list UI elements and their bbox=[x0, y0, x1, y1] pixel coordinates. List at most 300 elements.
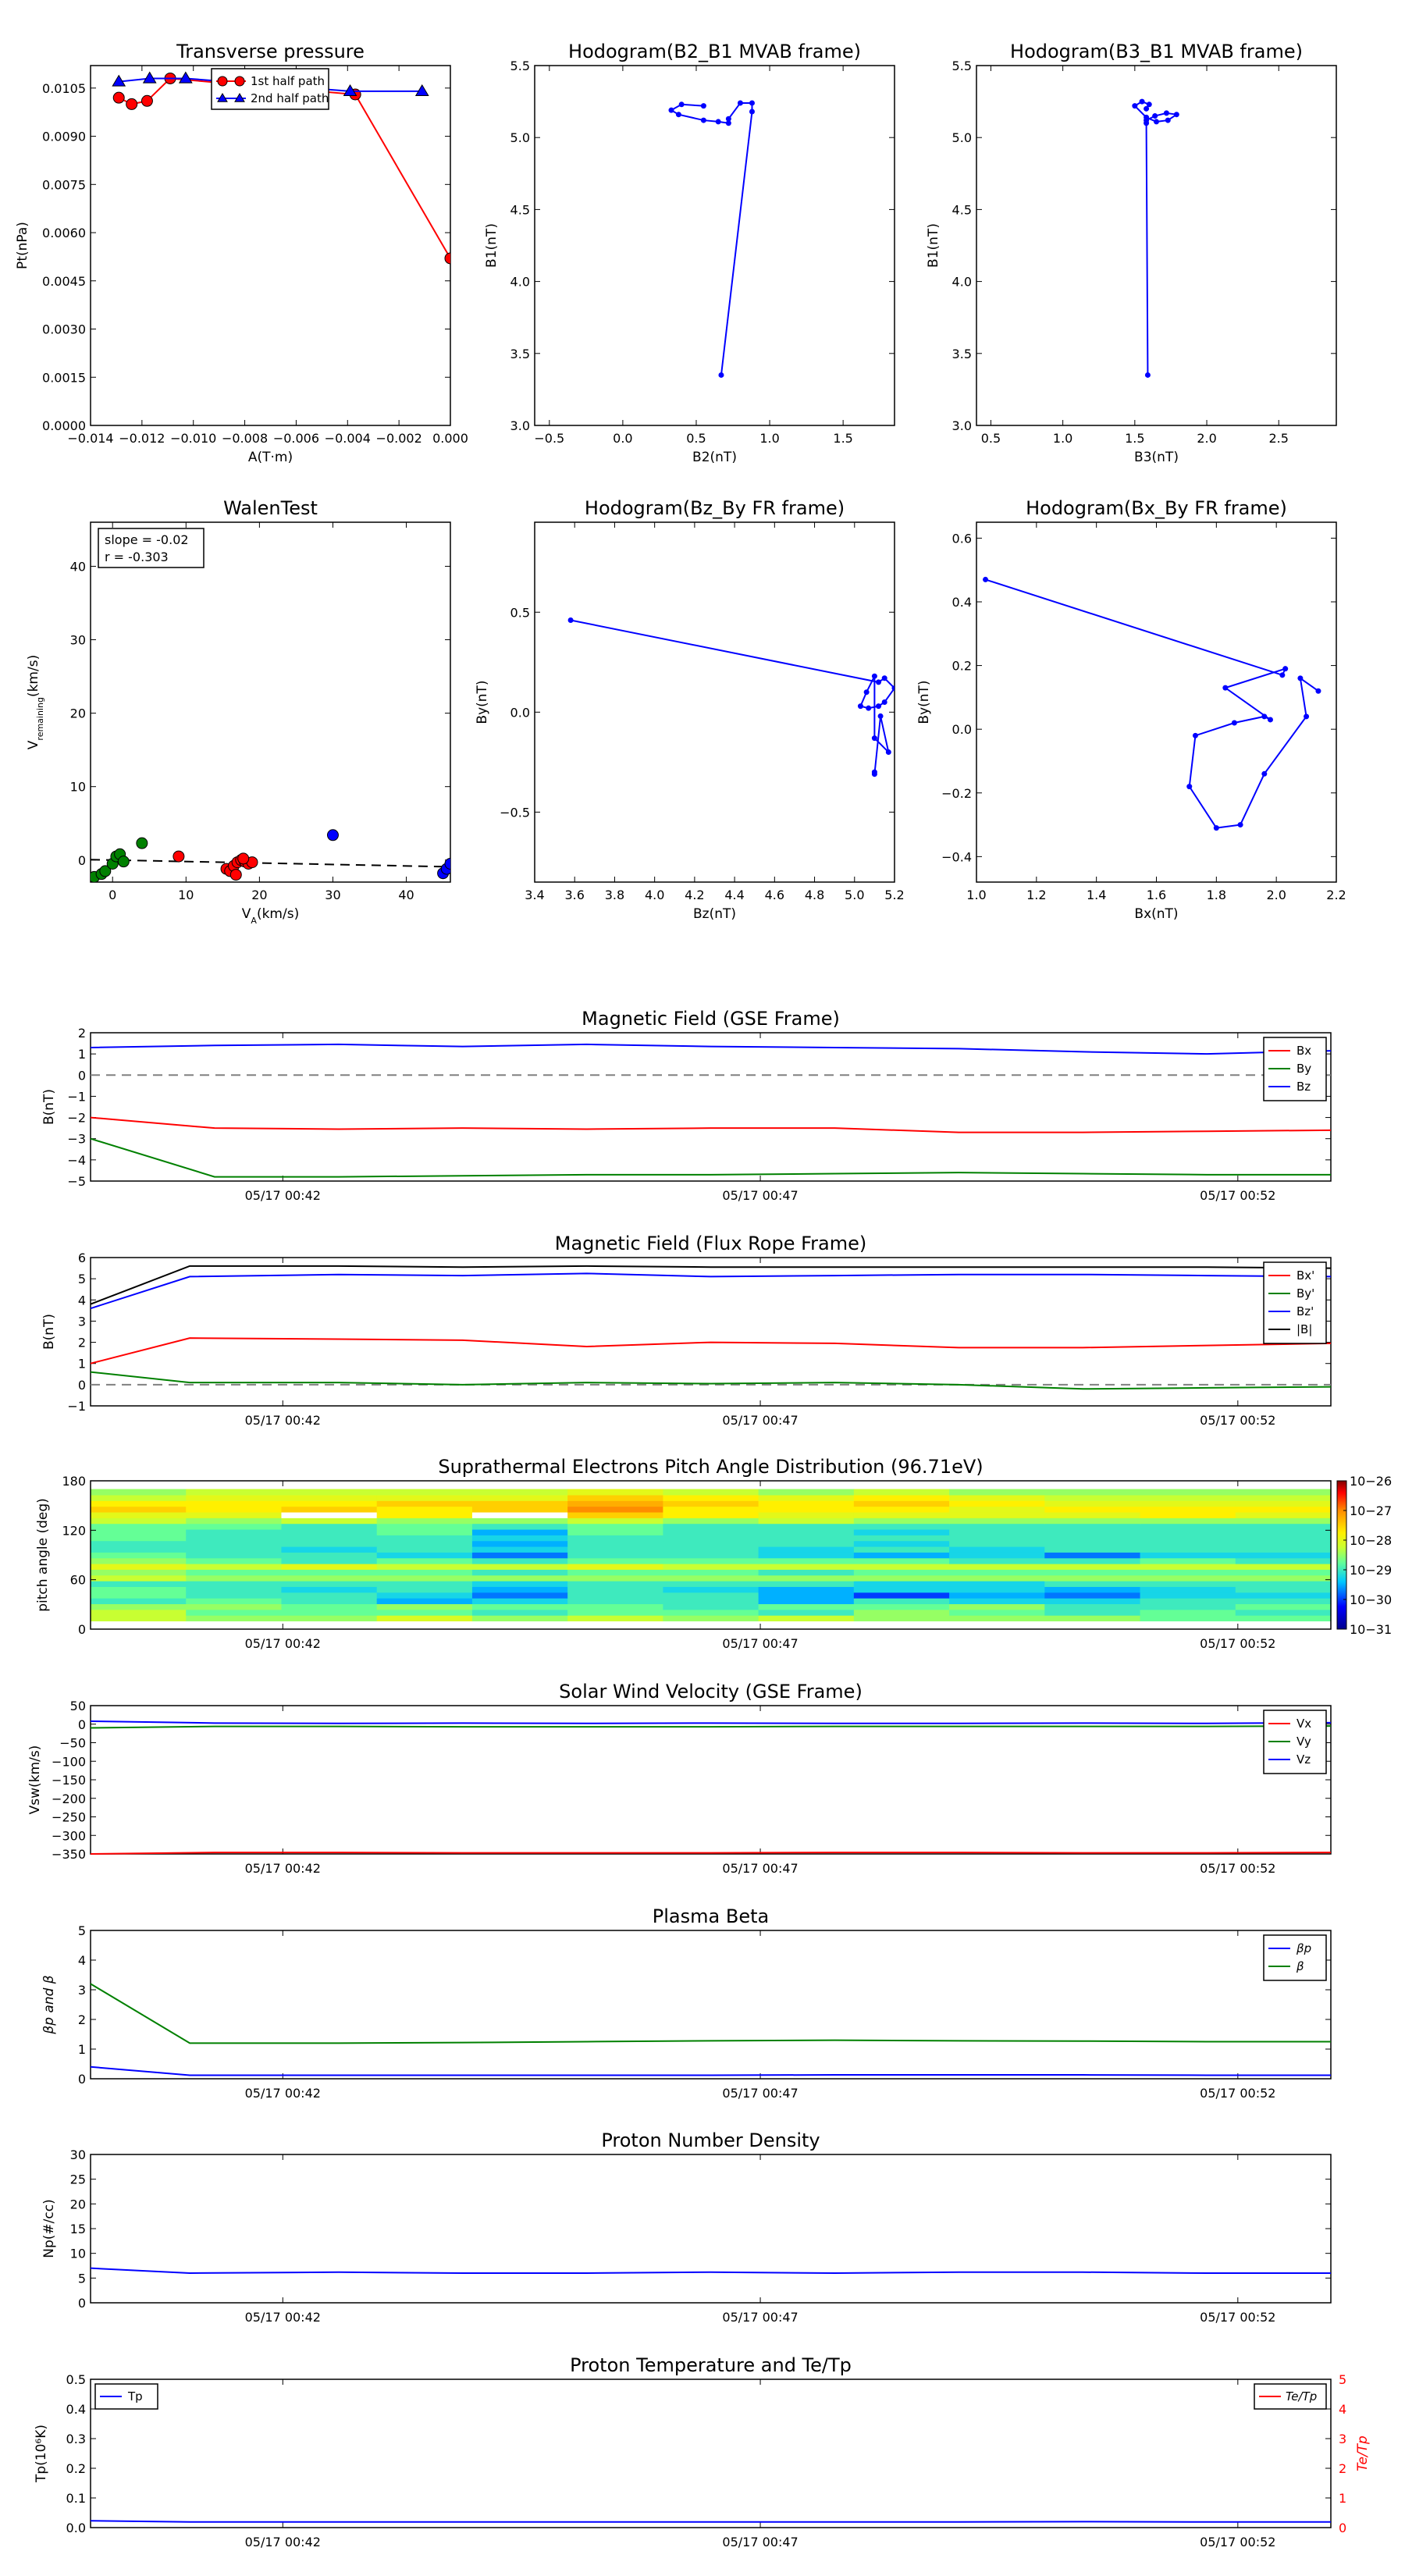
x-tick-label: 05/17 00:47 bbox=[722, 1188, 799, 1203]
heatmap-cell bbox=[759, 1535, 855, 1541]
heatmap-cell bbox=[1044, 1564, 1140, 1570]
y-tick-label: 50 bbox=[69, 1699, 86, 1713]
heatmap-cell bbox=[1236, 1512, 1332, 1518]
y-tick-label: 6 bbox=[77, 1251, 86, 1265]
x-tick-label: 0.5 bbox=[980, 431, 1001, 446]
heatmap-cell bbox=[1044, 1598, 1140, 1604]
y-tick-label: 1 bbox=[77, 2042, 86, 2057]
x-tick-label: 20 bbox=[251, 888, 268, 902]
y-tick-label: 5.5 bbox=[510, 59, 530, 73]
heatmap-cell bbox=[567, 1517, 663, 1524]
heatmap-cell bbox=[663, 1524, 759, 1530]
legend-label: Bx' bbox=[1297, 1268, 1315, 1283]
plot-frame bbox=[91, 2154, 1331, 2303]
data-point bbox=[238, 853, 249, 864]
y-tick-label: 60 bbox=[69, 1572, 86, 1588]
heatmap-cell bbox=[567, 1495, 663, 1501]
heatmap-cell bbox=[949, 1512, 1045, 1518]
heatmap-cell bbox=[1236, 1586, 1332, 1592]
chart-walen bbox=[26, 497, 456, 926]
heatmap-cell bbox=[759, 1575, 855, 1582]
heatmap-cell bbox=[186, 1569, 282, 1575]
data-point bbox=[1164, 110, 1169, 116]
legend-label: Bx bbox=[1297, 1044, 1312, 1058]
heatmap-cell bbox=[91, 1552, 187, 1558]
heatmap-cell bbox=[1140, 1598, 1236, 1604]
legend-label: Bz' bbox=[1297, 1304, 1314, 1318]
fit-line bbox=[91, 859, 450, 866]
chart-bgse bbox=[41, 1008, 1331, 1203]
heatmap-cell bbox=[663, 1546, 759, 1553]
heatmap-cell bbox=[1044, 1575, 1140, 1582]
x-tick-label: 05/17 00:42 bbox=[244, 1636, 321, 1651]
data-point bbox=[218, 76, 227, 86]
heatmap-cell bbox=[91, 1558, 187, 1564]
y-tick-label: 0.0 bbox=[510, 705, 530, 720]
heatmap-cell bbox=[1044, 1552, 1140, 1558]
legend-label: β bbox=[1297, 1959, 1304, 1973]
y-tick-label: 0 bbox=[77, 1717, 86, 1732]
y-axis-label: pitch angle (deg) bbox=[35, 1498, 51, 1612]
x-tick-label: 1.0 bbox=[966, 888, 987, 902]
plot-frame bbox=[91, 1706, 1331, 1854]
heatmap-cell bbox=[281, 1517, 377, 1524]
x-tick-label: 1.0 bbox=[1052, 431, 1073, 446]
y-tick-label: 0.4 bbox=[66, 2402, 86, 2417]
x-tick-label: 2.2 bbox=[1326, 888, 1346, 902]
data-point bbox=[701, 103, 706, 109]
heatmap-cell bbox=[186, 1581, 282, 1587]
x-tick-label: 05/17 00:42 bbox=[244, 1188, 321, 1203]
legend-label: Vy bbox=[1297, 1735, 1311, 1749]
heatmap-cell bbox=[472, 1517, 568, 1524]
heatmap-cell bbox=[567, 1558, 663, 1564]
colorbar-label: 10−28 bbox=[1350, 1533, 1393, 1548]
series-line bbox=[671, 103, 752, 375]
heatmap-cell bbox=[472, 1575, 568, 1582]
y-tick-label: 0 bbox=[77, 2072, 86, 2087]
heatmap-cell bbox=[281, 1558, 377, 1564]
heatmap-cell bbox=[949, 1558, 1045, 1564]
data-point bbox=[866, 706, 871, 711]
colorbar-label: 10−29 bbox=[1350, 1563, 1393, 1578]
data-point bbox=[235, 76, 244, 86]
heatmap-cell bbox=[567, 1507, 663, 1513]
y-tick-label: 5 bbox=[77, 2271, 86, 2286]
heatmap-cell bbox=[1044, 1592, 1140, 1599]
heatmap-cell bbox=[854, 1529, 950, 1535]
heatmap-cell bbox=[949, 1546, 1045, 1553]
heatmap-cell bbox=[472, 1592, 568, 1599]
chart-title: Magnetic Field (Flux Rope Frame) bbox=[554, 1233, 867, 1254]
data-point bbox=[1222, 685, 1228, 691]
series-line bbox=[91, 1266, 1331, 1304]
chart-title: Hodogram(Bx_By FR frame) bbox=[1026, 497, 1287, 519]
heatmap-cell bbox=[1140, 1517, 1236, 1524]
series-line bbox=[91, 1726, 1331, 1727]
heatmap-cell bbox=[567, 1586, 663, 1592]
heatmap-cell bbox=[377, 1524, 473, 1530]
x-tick-label: −0.008 bbox=[221, 431, 269, 446]
heatmap-cell bbox=[186, 1517, 282, 1524]
data-point bbox=[872, 674, 877, 679]
data-point bbox=[679, 101, 685, 107]
heatmap-cell bbox=[949, 1500, 1045, 1507]
heatmap-cell bbox=[91, 1517, 187, 1524]
chart-title: Proton Number Density bbox=[601, 2129, 820, 2151]
y-tick-label: 10 bbox=[69, 779, 86, 795]
heatmap-cell bbox=[91, 1615, 187, 1621]
heatmap-cell bbox=[1236, 1495, 1332, 1501]
x-tick-label: 1.5 bbox=[833, 431, 853, 446]
x-tick-label: 1.4 bbox=[1086, 888, 1107, 902]
heatmap-cell bbox=[663, 1610, 759, 1616]
y-tick-label: −2 bbox=[67, 1110, 86, 1126]
heatmap-cell bbox=[1044, 1569, 1140, 1575]
heatmap-cell bbox=[1236, 1546, 1332, 1553]
plot-area bbox=[668, 100, 754, 378]
y-tick-label: −50 bbox=[59, 1735, 86, 1751]
plot-area bbox=[1132, 99, 1179, 378]
series-line bbox=[91, 1273, 1331, 1308]
y-tick-label: 180 bbox=[62, 1474, 86, 1489]
heatmap-cell bbox=[567, 1592, 663, 1599]
heatmap-cell bbox=[567, 1603, 663, 1610]
y-tick-label: 2 bbox=[77, 2012, 86, 2027]
heatmap-cell bbox=[1236, 1615, 1332, 1621]
data-point bbox=[983, 577, 988, 582]
x-tick-label: 5.2 bbox=[884, 888, 905, 902]
heatmap-cell bbox=[281, 1529, 377, 1535]
heatmap-cell bbox=[663, 1541, 759, 1547]
chart-hx bbox=[916, 497, 1346, 922]
heatmap-cell bbox=[1044, 1495, 1140, 1501]
y-tick-label: 0.0015 bbox=[42, 370, 86, 386]
series-line bbox=[91, 1984, 1331, 2043]
data-point bbox=[1174, 112, 1179, 117]
data-point bbox=[1315, 688, 1321, 694]
legend-label: Vz bbox=[1297, 1752, 1311, 1767]
data-point bbox=[1193, 733, 1198, 738]
heatmap-cell bbox=[472, 1564, 568, 1570]
y-tick-label: 0.2 bbox=[66, 2461, 86, 2476]
data-point bbox=[1165, 118, 1171, 123]
y-tick-label: 0.0000 bbox=[42, 418, 86, 433]
heatmap-cell bbox=[1044, 1500, 1140, 1507]
data-point bbox=[141, 95, 152, 106]
heatmap-cell bbox=[186, 1552, 282, 1558]
heatmap-cell bbox=[567, 1575, 663, 1582]
x-tick-label: 10 bbox=[178, 888, 194, 902]
heatmap-cell bbox=[949, 1592, 1045, 1599]
heatmap-cell bbox=[567, 1569, 663, 1575]
heatmap-cell bbox=[567, 1552, 663, 1558]
series-line bbox=[91, 2521, 1331, 2522]
data-point bbox=[327, 830, 338, 841]
heatmap-cell bbox=[1044, 1541, 1140, 1547]
heatmap-cell bbox=[1140, 1603, 1236, 1610]
heatmap-cell bbox=[949, 1541, 1045, 1547]
x-tick-label: 4.0 bbox=[644, 888, 665, 902]
chart-title: Solar Wind Velocity (GSE Frame) bbox=[559, 1681, 863, 1703]
heatmap-cell bbox=[854, 1581, 950, 1587]
heatmap-cell bbox=[949, 1517, 1045, 1524]
heatmap-cell bbox=[663, 1535, 759, 1541]
heatmap-cell bbox=[854, 1524, 950, 1530]
heatmap-cell bbox=[281, 1592, 377, 1599]
heatmap-cell bbox=[1140, 1575, 1236, 1582]
chart-temp bbox=[34, 2354, 1371, 2549]
heatmap-cell bbox=[1236, 1541, 1332, 1547]
heatmap-cell bbox=[1140, 1615, 1236, 1621]
heatmap-cell bbox=[281, 1489, 377, 1496]
heatmap-cell bbox=[472, 1512, 568, 1518]
heatmap-cell bbox=[567, 1610, 663, 1616]
data-point bbox=[718, 372, 724, 378]
heatmap-cell bbox=[1044, 1507, 1140, 1513]
heatmap-cell bbox=[377, 1603, 473, 1610]
heatmap-cell bbox=[281, 1535, 377, 1541]
x-tick-label: 05/17 00:42 bbox=[244, 1413, 321, 1428]
data-point bbox=[1132, 103, 1137, 109]
heatmap-cell bbox=[567, 1524, 663, 1530]
x-tick-label: 4.6 bbox=[764, 888, 785, 902]
plot-frame bbox=[91, 2379, 1331, 2528]
heatmap-cell bbox=[949, 1569, 1045, 1575]
data-point bbox=[445, 253, 456, 264]
colorbar bbox=[1337, 1481, 1346, 1629]
heatmap-cell bbox=[281, 1575, 377, 1582]
plot-area bbox=[983, 577, 1321, 831]
data-point bbox=[1152, 113, 1158, 119]
heatmap-cell bbox=[377, 1564, 473, 1570]
y-tick-label: 4 bbox=[77, 1953, 86, 1968]
x-axis-label: $V_A(km/s)$ bbox=[241, 906, 300, 926]
plot-area bbox=[89, 830, 456, 883]
heatmap-cell bbox=[281, 1512, 377, 1518]
y-axis-label: B1(nT) bbox=[926, 223, 941, 268]
heatmap-cell bbox=[472, 1507, 568, 1513]
heatmap-cell bbox=[91, 1512, 187, 1518]
x-tick-label: 1.8 bbox=[1206, 888, 1227, 902]
data-point bbox=[137, 838, 148, 849]
heatmap-cell bbox=[759, 1598, 855, 1604]
x-tick-label: 05/17 00:52 bbox=[1200, 1636, 1276, 1651]
heatmap-cell bbox=[1236, 1524, 1332, 1530]
annotation-slope: slope = -0.02 bbox=[105, 532, 189, 547]
heatmap-cell bbox=[186, 1512, 282, 1518]
x-tick-label: 05/17 00:47 bbox=[722, 1861, 799, 1876]
data-point bbox=[1232, 720, 1237, 726]
heatmap-cell bbox=[1140, 1500, 1236, 1507]
heatmap-cell bbox=[377, 1512, 473, 1518]
x-tick-label: 05/17 00:42 bbox=[244, 2086, 321, 2101]
heatmap-cell bbox=[91, 1564, 187, 1570]
heatmap-cell bbox=[759, 1524, 855, 1530]
x-tick-label: 05/17 00:47 bbox=[722, 2310, 799, 2325]
heatmap-cell bbox=[663, 1569, 759, 1575]
heatmap-cell bbox=[91, 1603, 187, 1610]
data-point bbox=[445, 858, 456, 869]
heatmap-cell bbox=[854, 1603, 950, 1610]
chart-beta bbox=[41, 1905, 1331, 2101]
heatmap-cell bbox=[1044, 1524, 1140, 1530]
chart-h1 bbox=[484, 41, 895, 465]
heatmap-cell bbox=[663, 1603, 759, 1610]
x-tick-label: −0.002 bbox=[375, 431, 422, 446]
y-tick-label: 0.5 bbox=[510, 605, 530, 621]
chart-title: Proton Temperature and Te/Tp bbox=[570, 2354, 852, 2376]
heatmap-cell bbox=[759, 1541, 855, 1547]
data-point bbox=[230, 870, 241, 881]
y-tick-label: 5.5 bbox=[951, 59, 972, 73]
heatmap-cell bbox=[1140, 1558, 1236, 1564]
x-tick-label: 4.8 bbox=[804, 888, 825, 902]
x-tick-label: 05/17 00:47 bbox=[722, 1413, 799, 1428]
y-axis-label: Vsw(km/s) bbox=[27, 1745, 43, 1815]
heatmap-cell bbox=[91, 1581, 187, 1587]
heatmap-cell bbox=[281, 1546, 377, 1553]
y-tick-label: −4 bbox=[67, 1152, 86, 1168]
y-tick-label: 4.0 bbox=[951, 274, 972, 290]
heatmap-cell bbox=[1236, 1598, 1332, 1604]
heatmap-cell bbox=[472, 1546, 568, 1553]
x-tick-label: 0 bbox=[108, 888, 117, 902]
heatmap-cell bbox=[759, 1615, 855, 1621]
heatmap-cell bbox=[1044, 1603, 1140, 1610]
series-line bbox=[1135, 101, 1176, 375]
heatmap-cell bbox=[759, 1512, 855, 1518]
y-tick-label: 5.0 bbox=[951, 130, 972, 146]
y-tick-label: 0 bbox=[77, 1068, 86, 1083]
colorbar-label: 10−30 bbox=[1350, 1592, 1393, 1607]
heatmap-cell bbox=[281, 1507, 377, 1513]
data-point bbox=[872, 735, 877, 741]
heatmap-cell bbox=[281, 1586, 377, 1592]
data-point bbox=[864, 689, 870, 695]
x-tick-label: 05/17 00:52 bbox=[1200, 2310, 1276, 2325]
heatmap-cell bbox=[854, 1615, 950, 1621]
heatmap-cell bbox=[377, 1575, 473, 1582]
heatmap-cell bbox=[567, 1489, 663, 1496]
heatmap-cell bbox=[472, 1529, 568, 1535]
y-tick-label: 0.0090 bbox=[42, 129, 86, 144]
heatmap-cell bbox=[1236, 1529, 1332, 1535]
heatmap-cell bbox=[377, 1517, 473, 1524]
chart-title: Transverse pressure bbox=[176, 41, 365, 62]
heatmap-cell bbox=[281, 1598, 377, 1604]
data-point bbox=[726, 120, 731, 126]
heatmap-cell bbox=[949, 1615, 1045, 1621]
data-point bbox=[118, 856, 129, 867]
heatmap-cell bbox=[377, 1546, 473, 1553]
y-tick-label: 3.5 bbox=[951, 346, 972, 361]
data-point bbox=[416, 85, 429, 96]
heatmap-cell bbox=[949, 1495, 1045, 1501]
heatmap-cell bbox=[663, 1586, 759, 1592]
legend-label: By bbox=[1297, 1062, 1312, 1076]
heatmap-cell bbox=[1140, 1581, 1236, 1587]
y-axis-label: By(nT) bbox=[475, 680, 490, 724]
heatmap-cell bbox=[377, 1610, 473, 1616]
y2-tick-label: 0 bbox=[1339, 2521, 1347, 2535]
y-tick-label: 20 bbox=[69, 706, 86, 721]
heatmap-cell bbox=[281, 1603, 377, 1610]
y-axis-label: Pt(nPa) bbox=[15, 222, 30, 269]
y-tick-label: 5.0 bbox=[510, 130, 530, 146]
heatmap-cell bbox=[377, 1495, 473, 1501]
heatmap-cell bbox=[377, 1541, 473, 1547]
heatmap-cell bbox=[567, 1541, 663, 1547]
heatmap-cell bbox=[854, 1512, 950, 1518]
heatmap-cell bbox=[759, 1489, 855, 1496]
heatmap-cell bbox=[1236, 1569, 1332, 1575]
heatmap-cell bbox=[186, 1524, 282, 1530]
series-line bbox=[91, 1139, 1331, 1177]
heatmap-cell bbox=[472, 1598, 568, 1604]
chart-title: WalenTest bbox=[223, 497, 318, 519]
heatmap-cell bbox=[377, 1592, 473, 1599]
x-tick-label: 05/17 00:52 bbox=[1200, 2086, 1276, 2101]
heatmap-cell bbox=[759, 1495, 855, 1501]
y-tick-label: 3 bbox=[77, 1983, 86, 1998]
heatmap-cell bbox=[1044, 1558, 1140, 1564]
heatmap-cell bbox=[377, 1535, 473, 1541]
y-tick-label: −0.5 bbox=[500, 805, 530, 820]
data-point bbox=[1145, 372, 1151, 378]
heatmap-cell bbox=[1236, 1489, 1332, 1496]
data-point bbox=[749, 100, 755, 105]
x-tick-label: 4.2 bbox=[685, 888, 705, 902]
heatmap-cell bbox=[949, 1535, 1045, 1541]
y-axis-label: By(nT) bbox=[916, 680, 932, 724]
plot-frame bbox=[535, 66, 895, 425]
heatmap-cell bbox=[663, 1592, 759, 1599]
data-point bbox=[113, 92, 124, 103]
data-point bbox=[1268, 717, 1273, 722]
y-tick-label: 0.0 bbox=[66, 2521, 86, 2535]
colorbar-label: 10−31 bbox=[1350, 1622, 1393, 1637]
heatmap-cell bbox=[91, 1598, 187, 1604]
heatmap-cell bbox=[186, 1598, 282, 1604]
data-point bbox=[701, 118, 706, 123]
x-tick-label: 05/17 00:52 bbox=[1200, 2535, 1276, 2549]
y-tick-label: 120 bbox=[62, 1523, 86, 1539]
y-tick-label: 3.0 bbox=[510, 418, 530, 433]
heatmap-cell bbox=[854, 1564, 950, 1570]
heatmap-cell bbox=[472, 1524, 568, 1530]
heatmap-cell bbox=[91, 1541, 187, 1547]
chart-title: Hodogram(Bz_By FR frame) bbox=[584, 497, 845, 519]
y-tick-label: 40 bbox=[69, 559, 86, 575]
x-tick-label: 0.000 bbox=[432, 431, 468, 446]
heatmap-cell bbox=[281, 1615, 377, 1621]
y-tick-label: 25 bbox=[69, 2172, 86, 2187]
y-tick-label: −250 bbox=[52, 1809, 86, 1825]
heatmap-cell bbox=[472, 1569, 568, 1575]
heatmap-cell bbox=[949, 1507, 1045, 1513]
x-tick-label: 05/17 00:42 bbox=[244, 2310, 321, 2325]
data-point bbox=[568, 617, 574, 623]
y-tick-label: 0.0060 bbox=[42, 226, 86, 241]
series-line bbox=[91, 2268, 1331, 2273]
y-tick-label: 1 bbox=[77, 1047, 86, 1062]
heatmap-cell bbox=[91, 1546, 187, 1553]
heatmap-cell bbox=[91, 1575, 187, 1582]
x-tick-label: 2.0 bbox=[1266, 888, 1286, 902]
heatmap-cell bbox=[759, 1603, 855, 1610]
data-point bbox=[716, 119, 721, 124]
